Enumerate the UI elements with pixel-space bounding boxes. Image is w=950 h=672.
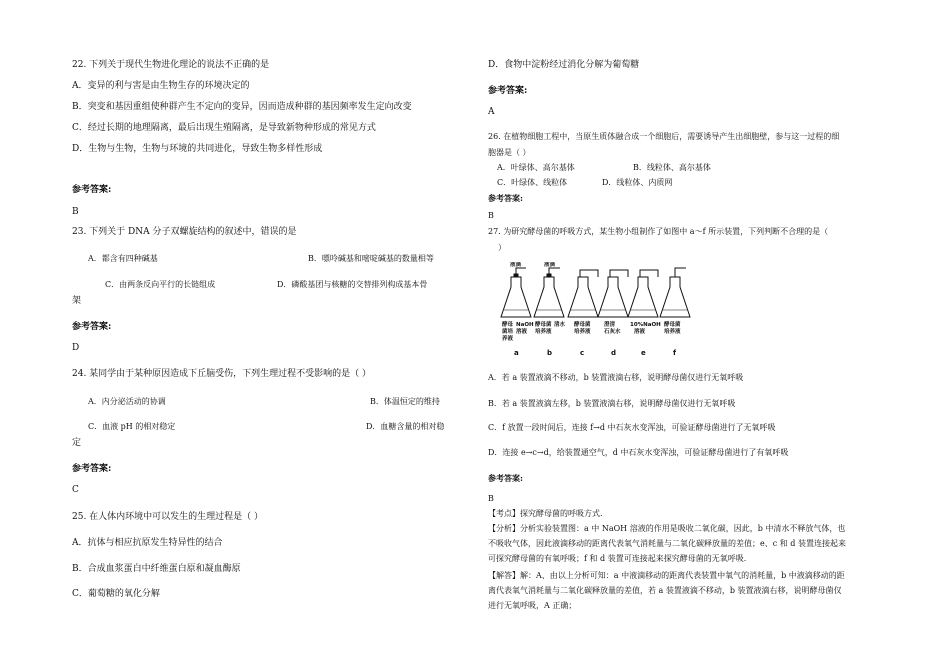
figure-top-label: 液滴	[544, 262, 556, 268]
flask-a-icon	[501, 268, 531, 317]
q24-answer: C	[72, 485, 79, 495]
figure-top-label: 液滴	[510, 262, 522, 268]
q26-ref-label: 参考答案:	[488, 193, 523, 203]
q23-option-c: C．由两条反向平行的长链组成	[105, 280, 216, 289]
figure-flask-label: 酵母	[502, 322, 514, 328]
q23-option-a: A．都含有四种碱基	[88, 254, 158, 263]
figure-letter-e: e	[641, 349, 646, 357]
q26-option-b: B．线粒体、高尔基体	[633, 163, 711, 172]
flask-b-icon	[534, 268, 564, 317]
q27-solution-line-2: 离代表氧气消耗量与二氧化碳释放量的差值，若 a 装置液滴不移动，b 装置液滴右移，说明酵母菌仅	[488, 586, 842, 595]
q24-option-a: A．内分泌活动的协调	[88, 397, 166, 406]
figure-flask-label: NaOH	[516, 322, 534, 328]
q22-option-d: D．生物与生物，生物与环境的共同进化，导致生物多样性形成	[72, 144, 323, 154]
q24-option-b: B．体温恒定的维持	[370, 397, 440, 406]
q27-option-c: C．f 放置一段时间后，连接 f→d 中石灰水变浑浊，可验证酵母菌进行了无氧呼吸	[488, 423, 776, 432]
figure-letter-c: c	[580, 349, 585, 357]
q27-option-d: D．连接 e→c→d，给装置通空气，d 中石灰水变浑浊，可验证酵母菌进行了有氧呼吸	[488, 448, 789, 457]
q25-answer: A	[488, 107, 495, 117]
q27-option-b: B．若 a 装置液滴左移，b 装置液滴右移，说明酵母菌仅进行无氧呼吸	[488, 399, 736, 408]
q23-option-d-cont: 架	[72, 296, 82, 306]
q24-option-d-cont: 定	[72, 438, 82, 448]
q27-answer: B	[488, 494, 494, 503]
flask-f-icon	[660, 268, 690, 317]
q25-option-a: A．抗体与相应抗原发生特异性的结合	[72, 538, 223, 548]
figure-flask-label: 菌培	[502, 329, 514, 335]
q26-option-c: C．叶绿体、线粒体	[497, 178, 568, 187]
figure-flask-label: 酵母菌	[574, 322, 591, 328]
figure-flask-label: 培养液	[664, 329, 681, 335]
q27-analysis-line-2: 不吸收气体，因此液滴移动的距离代表氧气消耗量与二氧化碳释放量的差值；e、c 和 d 装置连接起来	[488, 539, 846, 548]
q23-answer: D	[72, 343, 80, 353]
q25-ref-label: 参考答案:	[488, 86, 528, 96]
flask-d-icon	[598, 270, 628, 317]
q27-ref-label: 参考答案:	[488, 473, 523, 483]
figure-flask-label: 养液	[502, 336, 514, 342]
q26-option-d: D．线粒体、内质网	[602, 178, 673, 187]
figure-flask-label: 10%NaOH	[630, 322, 661, 328]
q27-apparatus-figure	[494, 262, 694, 362]
q22-answer: B	[72, 207, 79, 217]
q23-stem: 23. 下列关于 DNA 分子双螺旋结构的叙述中，错误的是	[72, 227, 297, 237]
figure-letter-a: a	[514, 349, 519, 357]
figure-flask-label: 培养液	[535, 329, 552, 335]
q27-solution-line-3: 进行无氧呼吸，A 正确；	[488, 601, 577, 610]
q27-stem-cont: ）	[498, 243, 506, 252]
figure-flask-label: 培养液	[574, 329, 591, 335]
figure-flask-label: 溶液	[634, 329, 646, 335]
q25-option-c: C．葡萄糖的氧化分解	[72, 589, 160, 599]
q24-stem: 24. 某同学由于某种原因造成下丘脑受伤，下列生理过程不受影响的是（ ）	[72, 369, 372, 379]
figure-flask-label: 溶液	[516, 329, 528, 335]
q24-option-d: D．血糖含量的相对稳	[366, 422, 445, 431]
q24-ref-label: 参考答案:	[72, 464, 112, 474]
q27-kaodian: 【考点】探究酵母菌的呼吸方式.	[488, 509, 603, 518]
q27-stem: 27. 为研究酵母菌的呼吸方式，某生物小组制作了如图中 a～f 所示装置，下列判断不合理的是（	[488, 227, 829, 236]
q22-stem: 22. 下列关于现代生物进化理论的说法不正确的是	[72, 60, 270, 70]
figure-letter-b: b	[547, 349, 553, 357]
figure-flask-label: 酵母菌	[664, 322, 681, 328]
q23-option-b: B．嘌呤碱基和嘧啶碱基的数量相等	[308, 254, 434, 263]
figure-flask-label: 石灰水	[604, 329, 621, 335]
q22-option-b: B．突变和基因重组使种群产生不定向的变异，因而造成种群的基因频率发生定向改变	[72, 102, 412, 112]
q22-option-c: C．经过长期的地理隔离，最后出现生殖隔离，是导致新物种形成的常见方式	[72, 123, 376, 133]
figure-flask-label: 酵母菌	[535, 322, 552, 328]
figure-flask-label: 清水	[554, 322, 566, 328]
q26-answer: B	[488, 211, 494, 220]
figure-letter-f: f	[673, 349, 677, 357]
flask-c-icon	[568, 270, 598, 317]
q26-stem-cont: 胞器是（ ）	[488, 148, 531, 157]
q23-ref-label: 参考答案:	[72, 322, 112, 332]
q25-option-d: D．食物中淀粉经过消化分解为葡萄糖	[488, 60, 640, 70]
figure-letter-d: d	[611, 349, 617, 357]
q22-option-a: A．变异的利与害是由生物生存的环境决定的	[72, 81, 250, 91]
q25-stem: 25. 在人体内环境中可以发生的生理过程是（ ）	[72, 512, 264, 522]
q26-option-a: A．叶绿体、高尔基体	[497, 163, 575, 172]
flask-e-icon	[628, 270, 658, 317]
q25-option-b: B．合成血浆蛋白中纤维蛋白原和凝血酶原	[72, 564, 241, 574]
figure-flask-label: 澄清	[604, 322, 616, 328]
q27-solution-line-1: 【解答】解：A、由以上分析可知：a 中液滴移动的距离代表装置中氧气的消耗量，b 中液滴移动的距	[488, 571, 845, 580]
q24-option-c: C．血液 pH 的相对稳定	[88, 422, 176, 431]
q27-analysis-line-3: 可探究酵母菌的有氧呼吸；f 和 d 装置可连接起来探究酵母菌的无氧呼吸．	[488, 554, 752, 563]
q27-option-a: A．若 a 装置液滴不移动，b 装置液滴右移，说明酵母菌仅进行无氧呼吸	[488, 373, 744, 382]
q22-ref-label: 参考答案:	[72, 185, 112, 195]
q23-option-d: D．磷酸基团与核糖的交替排列构成基本骨	[277, 280, 428, 289]
q27-analysis-line-1: 【分析】分析实验装置图：a 中 NaOH 溶液的作用是吸收二氧化碳，因此，b 中清水不释放气体，也	[488, 524, 846, 533]
q26-stem: 26. 在植物细胞工程中，当原生质体融合成一个细胞后，需要诱导产生出细胞壁，参与这一过程的细	[488, 132, 840, 141]
